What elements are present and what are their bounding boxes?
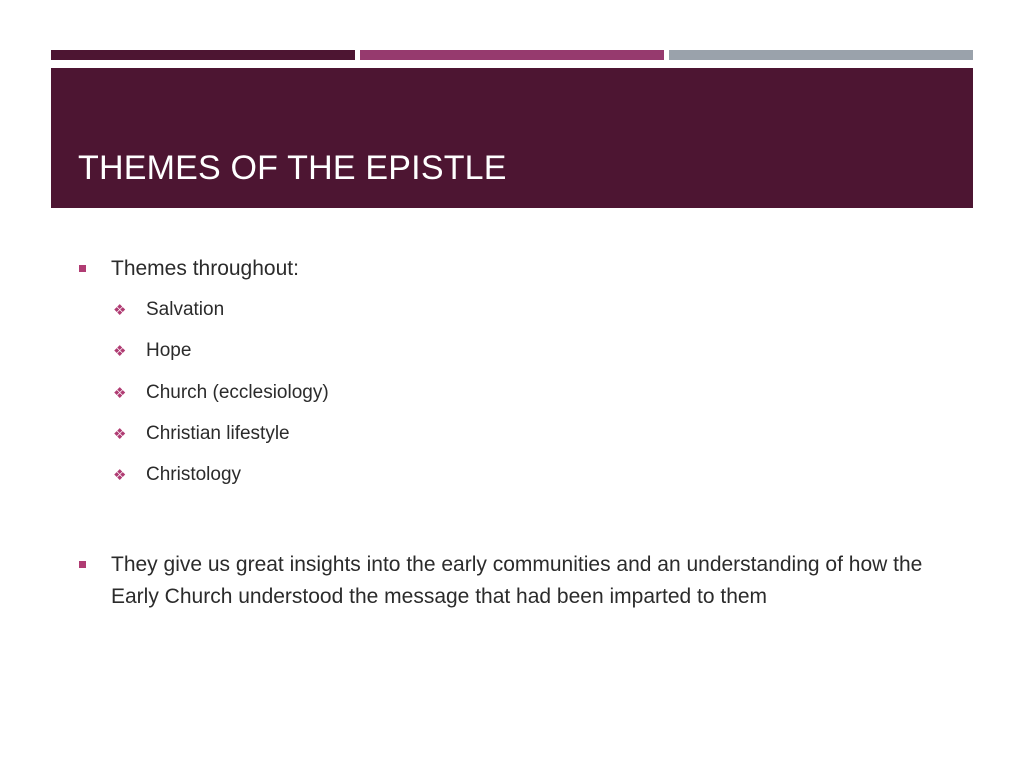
square-bullet-icon bbox=[79, 561, 86, 568]
sub-bullet-text: Christian lifestyle bbox=[146, 423, 290, 444]
diamond-bullet-icon: ❖ bbox=[113, 342, 127, 360]
sub-bullet-text: Salvation bbox=[146, 299, 225, 320]
diamond-bullet-icon: ❖ bbox=[113, 301, 127, 319]
diamond-bullet-icon: ❖ bbox=[113, 384, 127, 402]
sub-bullet-item bbox=[113, 297, 225, 323]
sub-bullet-text: Church (ecclesiology) bbox=[146, 382, 329, 403]
sub-bullet-text: Christology bbox=[146, 464, 242, 485]
diamond-bullet-icon: ❖ bbox=[113, 466, 127, 484]
bullet-text: Themes throughout: bbox=[111, 257, 299, 280]
sub-bullet-item bbox=[113, 421, 290, 447]
sub-bullet-item bbox=[113, 380, 329, 406]
sub-bullet-item bbox=[113, 338, 192, 364]
bullet-item bbox=[111, 549, 961, 613]
diamond-bullet-icon: ❖ bbox=[113, 425, 127, 443]
sub-bullet-item bbox=[113, 462, 242, 488]
bullet-item bbox=[111, 253, 961, 285]
slide-title: THEMES OF THE EPISTLE bbox=[78, 149, 507, 187]
square-bullet-icon bbox=[79, 265, 86, 272]
sub-bullet-text: Hope bbox=[146, 340, 192, 361]
bullet-text: They give us great insights into the early communities and an understanding of how the Early Church understood the message that had been imparted to them bbox=[111, 553, 923, 608]
